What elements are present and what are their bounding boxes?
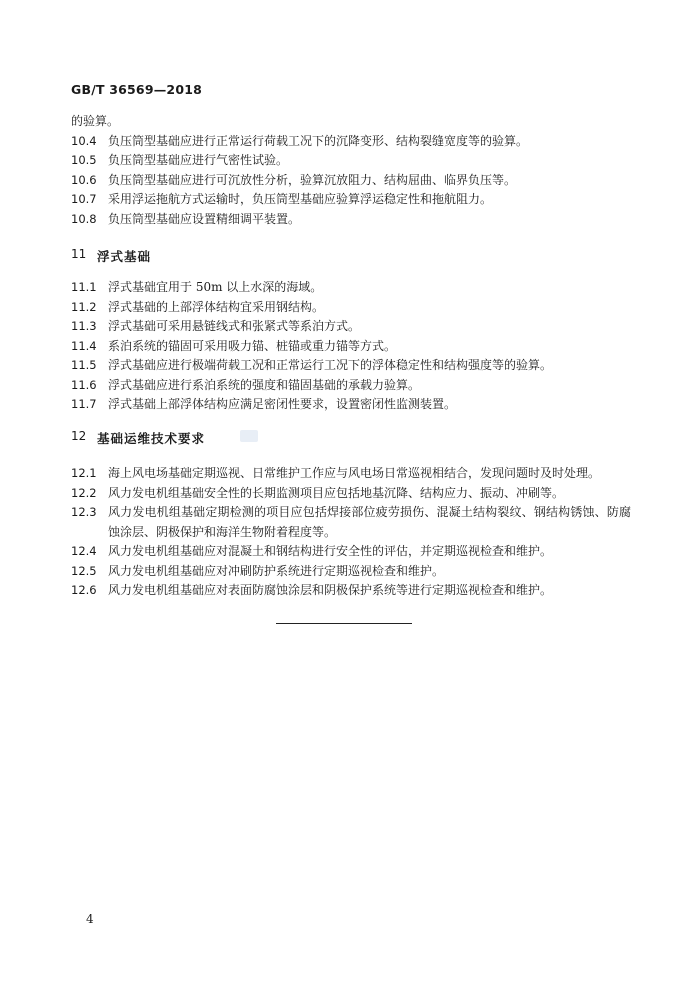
clause-number: 10.8 <box>71 211 97 226</box>
clause-text: 浮式基础上部浮体结构应满足密闭性要求，设置密闭性监测装置。 <box>108 397 457 411</box>
clause-number: 11.2 <box>71 299 97 314</box>
watermark-mark <box>240 430 258 442</box>
end-of-standard-rule <box>276 623 412 624</box>
clause-12-1 <box>71 464 631 484</box>
standard-code-header: GB/T 36569—2018 <box>71 82 203 97</box>
clause-10-6 <box>71 171 631 191</box>
clause-text: 风力发电机组基础应对混凝土和钢结构进行安全性的评估，并定期巡视检查和维护。 <box>108 544 553 558</box>
clause-text: 风力发电机组基础应对冲刷防护系统进行定期巡视检查和维护。 <box>108 563 445 578</box>
clause-text: 风力发电机组基础定期检测的项目应包括焊接部位疲劳损伤、混凝土结构裂纹、钢结构锈蚀、防腐蚀涂层、阴极保护和海洋生物附着程度等。 <box>108 505 631 539</box>
clause-text: 负压筒型基础应进行气密性试验。 <box>108 153 289 167</box>
clause-number: 12.5 <box>71 563 97 578</box>
clause-12-2 <box>71 484 631 504</box>
clause-11-1 <box>71 278 631 298</box>
clause-10-5 <box>71 151 631 171</box>
section-number: 11 <box>71 247 87 261</box>
clause-12-5 <box>71 562 631 582</box>
clause-number: 10.4 <box>71 133 97 148</box>
clause-number: 10.7 <box>71 192 97 206</box>
clause-text: 采用浮运拖航方式运输时，负压筒型基础应验算浮运稳定性和拖航阻力。 <box>108 192 493 206</box>
section-12-items <box>71 464 631 601</box>
clause-number: 11.6 <box>71 377 97 392</box>
clause-number: 11.7 <box>71 397 97 411</box>
clause-number: 12.2 <box>71 485 97 500</box>
section-12-heading <box>71 429 205 447</box>
clause-number: 11.5 <box>71 358 97 372</box>
clause-number: 10.5 <box>71 153 97 167</box>
clause-11-6 <box>71 376 631 396</box>
clause-12-4 <box>71 542 631 562</box>
clause-text: 负压筒型基础应进行可沉放性分析，验算沉放阻力、结构屈曲、临界负压等。 <box>108 172 517 187</box>
clause-text: 浮式基础宜用于 50m 以上水深的海域。 <box>108 280 323 294</box>
clause-text: 负压筒型基础应设置精细调平装置。 <box>108 211 301 226</box>
clause-number: 11.4 <box>71 338 97 353</box>
clause-number: 12.6 <box>71 583 97 597</box>
clause-text: 浮式基础应进行极端荷载工况和正常运行工况下的浮体稳定性和结构强度等的验算。 <box>108 358 553 372</box>
clause-number: 10.6 <box>71 172 97 187</box>
clause-12-3 <box>71 503 631 542</box>
clause-number: 11.1 <box>71 280 97 294</box>
section-11-heading <box>71 247 151 265</box>
section-10-items <box>71 112 631 229</box>
clause-text: 浮式基础的上部浮体结构宜采用钢结构。 <box>108 299 325 314</box>
clause-10-7 <box>71 190 631 210</box>
clause-continuation <box>71 112 631 132</box>
section-11-items <box>71 278 631 415</box>
clause-text: 浮式基础应进行系泊系统的强度和锚固基础的承载力验算。 <box>108 377 421 392</box>
clause-text: 风力发电机组基础安全性的长期监测项目应包括地基沉降、结构应力、振动、冲刷等。 <box>108 485 565 500</box>
clause-10-4 <box>71 132 631 152</box>
section-number: 12 <box>71 429 87 443</box>
clause-11-2 <box>71 298 631 318</box>
clause-11-7 <box>71 395 631 415</box>
clause-text: 浮式基础可采用悬链线式和张紧式等系泊方式。 <box>108 319 361 333</box>
clause-number: 12.4 <box>71 544 97 558</box>
page-number: 4 <box>86 912 94 926</box>
clause-number: 11.3 <box>71 319 97 333</box>
clause-number: 12.1 <box>71 466 97 480</box>
clause-text: 负压筒型基础应进行正常运行荷载工况下的沉降变形、结构裂缝宽度等的验算。 <box>108 133 529 148</box>
clause-text: 系泊系统的锚固可采用吸力锚、桩锚或重力锚等方式。 <box>108 338 397 353</box>
clause-11-5 <box>71 356 631 376</box>
clause-10-8 <box>71 210 631 230</box>
clause-number: 12.3 <box>71 505 97 519</box>
clause-text: 海上风电场基础定期巡视、日常维护工作应与风电场日常巡视相结合，发现问题时及时处理。 <box>108 466 601 480</box>
clause-11-3 <box>71 317 631 337</box>
clause-text: 的验算。 <box>71 114 120 128</box>
clause-text: 风力发电机组基础应对表面防腐蚀涂层和阴极保护系统等进行定期巡视检查和维护。 <box>108 583 553 597</box>
clause-11-4 <box>71 337 631 357</box>
clause-12-6 <box>71 581 631 601</box>
section-title: 浮式基础 <box>97 249 152 264</box>
section-title: 基础运维技术要求 <box>97 431 206 446</box>
